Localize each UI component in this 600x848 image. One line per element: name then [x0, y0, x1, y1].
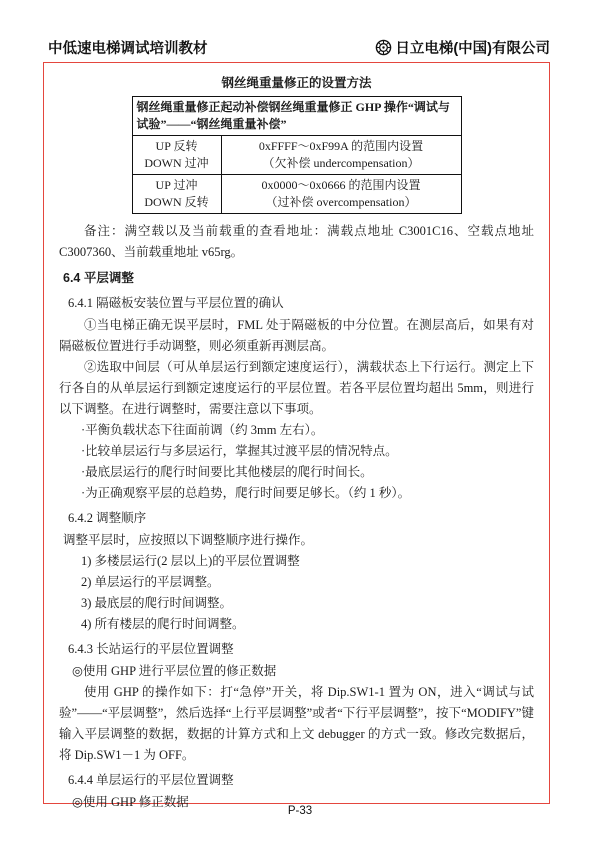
- condition-cell: [132, 175, 221, 214]
- bullet-item: ·为正确观察平层的总趋势，爬行时间要足够长。（约 1 秒）。: [81, 486, 411, 500]
- condition-line: UP 反转: [155, 139, 198, 153]
- step-item: 1) 多楼层运行(2 层以上)的平层位置调整: [81, 554, 300, 568]
- table-row: [132, 175, 461, 214]
- step-item: 2) 单层运行的平层调整。: [81, 575, 220, 589]
- header-title: 中低速电梯调试培训教材: [48, 40, 208, 57]
- note-paragraph: 备注：满空载以及当前载重的查看地址：满载点地址 C3001C16、空载点地址 C3007360、当前载重地址 v65rg。: [59, 224, 534, 259]
- hitachi-logo-icon: [375, 39, 392, 56]
- section-heading-6-4-3: 6.4.3 长站运行的平层位置调整: [68, 642, 234, 656]
- company-name: 日立电梯(中国)有限公司: [395, 40, 550, 57]
- bullet-item: ·平衡负载状态下往面前调（约 3mm 左右）。: [81, 423, 324, 437]
- section-heading-6-4-1: 6.4.1 隔磁板安装位置与平层位置的确认: [68, 296, 284, 310]
- setting-cell: [221, 175, 461, 214]
- section-heading-6-4-2: 6.4.2 调整顺序: [68, 511, 147, 525]
- step-item: 4) 所有楼层的爬行时间调整。: [81, 617, 245, 631]
- page-header: [48, 36, 550, 58]
- setting-line: 0xFFFF～0xF99A 的范围内设置: [258, 139, 424, 153]
- company-block: [375, 37, 550, 58]
- marker-line-644: ◎使用 GHP 修正数据: [72, 795, 189, 809]
- content-box: [43, 62, 550, 809]
- table-title: 钢丝绳重量修正的设置方法: [221, 76, 372, 90]
- table-header-cell: 钢丝绳重量修正起动补偿钢丝绳重量修正 GHP 操作“调试与试验”——“钢丝绳重量补偿”: [132, 97, 461, 136]
- wire-rope-correction-table: [132, 96, 462, 214]
- setting-cell: [221, 136, 461, 175]
- step-item: 3) 最底层的爬行时间调整。: [81, 596, 233, 610]
- setting-line: （过补偿 overcompensation）: [265, 195, 417, 209]
- table-row: [132, 136, 461, 175]
- condition-line: DOWN 反转: [144, 195, 209, 209]
- marker-line-643: ◎使用 GHP 进行平层位置的修正数据: [72, 664, 277, 678]
- condition-line: DOWN 过冲: [144, 156, 209, 170]
- setting-line: 0x0000～0x0666 的范围内设置: [261, 178, 421, 192]
- bullet-item: ·最底层运行的爬行时间要比其他楼层的爬行时间长。: [81, 465, 373, 479]
- paragraph-643: 使用 GHP 的操作如下：打“急停”开关，将 Dip.SW1-1 置为 ON，进入“调试与试验”——“平层调整”，然后选择“上行平层调整”或者“下行平层调整”，按下“MODIFY”键输入平层调整的数据，数据的计算方式和上文 debugger 的方式一致。修改完数据后，将 Dip.SW1－1 为 OFF。: [59, 685, 534, 762]
- bullet-item: ·比较单层运行与多层运行，掌握其过渡平层的情况特点。: [81, 444, 398, 458]
- section-heading-6-4-4: 6.4.4 单层运行的平层位置调整: [68, 773, 234, 787]
- condition-line: UP 过冲: [155, 178, 198, 192]
- setting-line: （欠补偿 undercompensation）: [262, 156, 420, 170]
- paragraph-641-2: ②选取中间层（可从单层运行到额定速度运行），满载状态上下行运行。测定上下行各自的从单层运行到额定速度运行的平层位置。若各平层位置均超出 5mm，则进行以下调整。在进行调整时，需要注意以下事项。: [59, 360, 534, 416]
- paragraph-641-1: ①当电梯正确无误平层时，FML 处于隔磁板的中分位置。在测层高后，如果有对隔磁板位置进行手动调整，则必须重新再测层高。: [59, 318, 534, 353]
- section-heading-6-4: 6.4 平层调整: [63, 271, 134, 285]
- page-number: P-33: [287, 805, 313, 817]
- condition-cell: [132, 136, 221, 175]
- table-header-row: [132, 97, 461, 136]
- paragraph-642-intro: 调整平层时，应按照以下调整顺序进行操作。: [63, 533, 314, 547]
